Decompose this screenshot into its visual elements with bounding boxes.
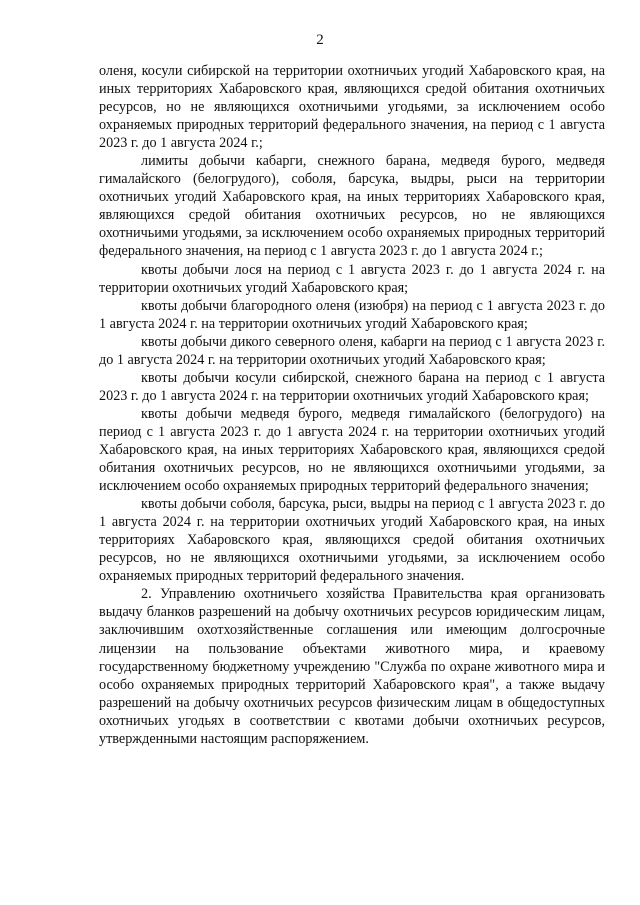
page-number: 2 — [316, 32, 324, 48]
paragraph-quota-roe-deer-sheep: квоты добычи косули сибирской, снежного барана на период с 1 августа 2023 г. до 1 августа 2024 г. на территории охотничьих угодий Хабаровского края; — [99, 369, 605, 404]
paragraph-limits: лимиты добычи кабарги, снежного барана, медведя бурого, медведя гималайского (белогрудого), соболя, барсука, выдры, рыси на территории охотничьих угодий Хабаровского края, на иных территориях Хабаровского края, являющихся средой обитания охотничьих ресурсов, но не являющихся охотничьими угодьями, за исключением особо охраняемых природных территорий федерального значения, на период с 1 августа 2023 г. до 1 августа 2024 г.; — [99, 153, 605, 260]
paragraph-quota-moose: квоты добычи лося на период с 1 августа 2023 г. до 1 августа 2024 г. на территории охотничьих угодий Хабаровского края; — [99, 261, 605, 296]
paragraph-quota-red-deer: квоты добычи благородного оленя (изюбря) на период с 1 августа 2023 г. до 1 августа 2024 г. на территории охотничьих угодий Хабаровского края; — [99, 297, 605, 332]
paragraph-quota-reindeer-musk-deer: квоты добычи дикого северного оленя, кабарги на период с 1 августа 2023 г. до 1 августа 2024 г. на территории охотничьих угодий Хабаровского края; — [99, 333, 605, 368]
paragraph-item-2: 2. Управлению охотничьего хозяйства Правительства края организовать выдачу бланков разрешений на добычу охотничьих ресурсов юридическим лицам, заключившим охотхозяйственные соглашения или имеющим долгосрочные лицензии на пользование объектами животного мира, и краевому государственному бюджетному учреждению "Служба по охране животного мира и особо охраняемых природных территорий Хабаровского края", а также выдачу разрешений на добычу охотничьих ресурсов физическим лицам в общедоступных охотничьих угодьях в соответствии с квотами добычи охотничьих ресурсов, утвержденными настоящим распоряжением. — [99, 586, 605, 747]
paragraph-quota-bears: квоты добычи медведя бурого, медведя гималайского (белогрудого) на период с 1 августа 2023 г. до 1 августа 2024 г. на территории охотничьих угодий Хабаровского края, на иных территориях Хабаровского края, являющихся средой обитания охотничьих ресурсов, но не являющихся охотничьими угодьями, за исключением особо охраняемых природных территорий федерального значения; — [99, 405, 605, 495]
paragraph-quota-sable: квоты добычи соболя, барсука, рыси, выдры на период с 1 августа 2023 г. до 1 августа 2024 г. на территории охотничьих угодий Хабаровского края, на иных территориях Хабаровского края, являющихся средой обитания охотничьих ресурсов, но не являющихся охотничьими угодьями, за исключением особо охраняемых природных территорий федерального значения. — [99, 496, 605, 585]
document-body — [99, 62, 605, 748]
paragraph-continuation: оленя, косули сибирской на территории охотничьих угодий Хабаровского края, на иных территориях Хабаровского края, являющихся средой обитания охотничьих ресурсов, но не являющихся охотничьими угодьями, за исключением особо охраняемых природных территорий федерального значения, на период с 1 августа 2023 г. до 1 августа 2024 г.; — [99, 63, 605, 152]
